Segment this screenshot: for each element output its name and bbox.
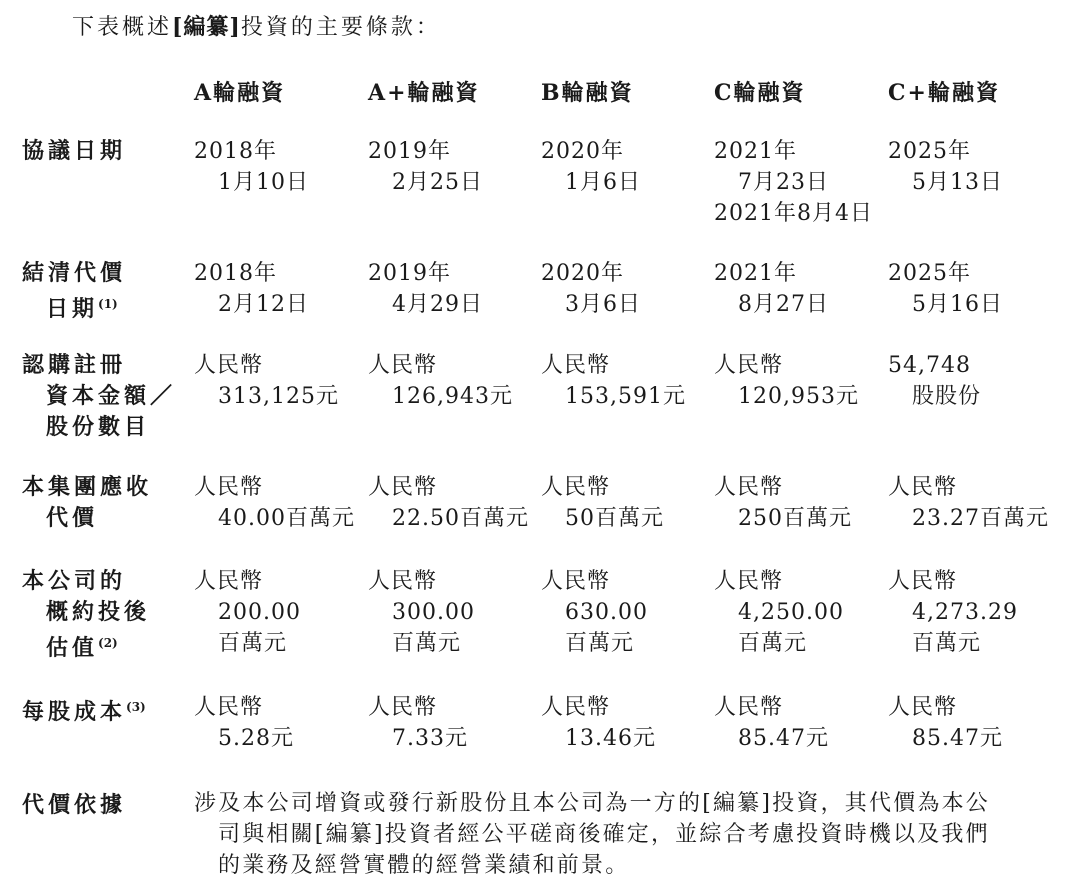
header-round-a: A輪融資 <box>194 80 286 106</box>
cell-cost-per-share-c <box>714 692 829 754</box>
cell-line: 2021年 <box>714 261 797 286</box>
row-label-text: 估值 <box>46 635 99 661</box>
cell-line: 2月25日 <box>392 170 483 195</box>
cell-line: 7.33元 <box>392 726 468 751</box>
row-label-consideration <box>22 472 152 534</box>
cell-agreement-date-b <box>541 136 641 198</box>
cell-line: 人民幣 <box>541 353 611 378</box>
cell-line: 300.00 <box>392 600 475 625</box>
cell-line: 人民幣 <box>368 695 438 720</box>
cell-line: 2025年 <box>888 139 971 164</box>
cell-line: 23.27百萬元 <box>912 506 1049 531</box>
footnote-marker: (3) <box>126 700 146 714</box>
cell-valuation-c-plus <box>888 566 1018 659</box>
cell-line: 人民幣 <box>194 695 264 720</box>
cell-line: 4,250.00 <box>738 600 844 625</box>
cell-line: 人民幣 <box>194 475 264 500</box>
cell-valuation-a <box>194 566 301 659</box>
cell-line: 22.50百萬元 <box>392 506 529 531</box>
cell-agreement-date-a-plus <box>368 136 483 198</box>
cell-line: 313,125元 <box>218 384 339 409</box>
cell-line: 人民幣 <box>714 569 784 594</box>
cell-line: 2月12日 <box>218 292 309 317</box>
row-label-line: 資本金額／ <box>46 383 177 409</box>
cell-line: 人民幣 <box>541 695 611 720</box>
cell-line: 50百萬元 <box>565 506 664 531</box>
cell-consideration-c-plus <box>888 472 1049 534</box>
header-round-c-plus: C+輪融資 <box>888 80 1000 106</box>
cell-line: 120,953元 <box>738 384 859 409</box>
footnote-marker: (1) <box>98 297 118 311</box>
row-label-line: 代價 <box>46 505 99 531</box>
cell-line: 5月13日 <box>912 170 1003 195</box>
cell-valuation-c <box>714 566 844 659</box>
cell-cost-per-share-c-plus <box>888 692 1003 754</box>
cell-settlement-date-a <box>194 258 309 320</box>
row-label-line <box>22 628 150 664</box>
basis-line: 的業務及經營實體的經營業績和前景。 <box>218 853 630 878</box>
header-round-a-plus: A+輪融資 <box>368 80 480 106</box>
cell-consideration-b <box>541 472 664 534</box>
cell-line: 13.46元 <box>565 726 656 751</box>
cell-line: 7月23日 <box>738 170 829 195</box>
cell-line: 百萬元 <box>218 631 288 656</box>
row-label-text: 日期 <box>46 296 99 322</box>
row-label-line: 結清代價 <box>22 260 127 286</box>
cell-settlement-date-a-plus <box>368 258 483 320</box>
cell-line: 人民幣 <box>888 569 958 594</box>
cell-line: 2021年8月4日 <box>714 201 873 226</box>
cell-line: 2020年 <box>541 261 624 286</box>
cell-agreement-date-c-plus <box>888 136 1003 198</box>
cell-line: 126,943元 <box>392 384 513 409</box>
cell-line: 85.47元 <box>738 726 829 751</box>
cell-valuation-b <box>541 566 648 659</box>
row-label-line: 概約投後 <box>46 599 151 625</box>
cell-line: 1月6日 <box>565 170 641 195</box>
cell-registered-capital-c-plus <box>888 350 981 412</box>
row-label-agreement-date <box>22 136 126 167</box>
row-label-basis: 代價依據 <box>22 792 127 818</box>
cell-line: 百萬元 <box>565 631 635 656</box>
intro-post: 投資的主要條款： <box>240 15 441 40</box>
cell-line: 8月27日 <box>738 292 829 317</box>
cell-line: 2019年 <box>368 139 451 164</box>
row-label-line: 本公司的 <box>22 568 127 594</box>
cell-line: 人民幣 <box>714 475 784 500</box>
row-label-line <box>22 289 126 325</box>
cell-consideration-a-plus <box>368 472 529 534</box>
intro-sentence <box>72 10 441 41</box>
row-label-line: 股份數目 <box>46 414 151 440</box>
cell-line: 3月6日 <box>565 292 641 317</box>
cell-line: 人民幣 <box>714 695 784 720</box>
cell-line: 54,748 <box>888 353 971 378</box>
cell-line: 4,273.29 <box>912 600 1018 625</box>
row-label-registered-capital <box>22 350 176 443</box>
cell-agreement-date-a <box>194 136 309 198</box>
intro-pre: 下表概述 <box>72 15 173 40</box>
cell-line: 人民幣 <box>888 695 958 720</box>
cell-line: 人民幣 <box>541 569 611 594</box>
cell-settlement-date-c <box>714 258 829 320</box>
cell-cost-per-share-a-plus <box>368 692 468 754</box>
cell-line: 人民幣 <box>368 569 438 594</box>
cell-line: 5月16日 <box>912 292 1003 317</box>
row-label-line: 本集團應收 <box>22 474 153 500</box>
cell-consideration-c <box>714 472 852 534</box>
cell-line: 5.28元 <box>218 726 294 751</box>
row-label-cost-per-share <box>22 692 146 728</box>
cell-line: 百萬元 <box>912 631 982 656</box>
row-label-settlement-date <box>22 258 126 325</box>
cell-registered-capital-c <box>714 350 859 412</box>
cell-line: 2020年 <box>541 139 624 164</box>
row-label-line <box>22 699 146 725</box>
intro-bold: [編纂] <box>172 14 241 40</box>
cell-line: 1月10日 <box>218 170 309 195</box>
cell-registered-capital-a <box>194 350 339 412</box>
cell-settlement-date-c-plus <box>888 258 1003 320</box>
cell-line: 4月29日 <box>392 292 483 317</box>
header-round-b: B輪融資 <box>541 80 634 106</box>
cell-line: 630.00 <box>565 600 648 625</box>
row-label-line: 協議日期 <box>22 138 127 164</box>
cell-line: 人民幣 <box>888 475 958 500</box>
row-label-text: 每股成本 <box>22 699 127 725</box>
basis-paragraph <box>194 788 1056 881</box>
cell-line: 人民幣 <box>194 569 264 594</box>
cell-valuation-a-plus <box>368 566 475 659</box>
cell-line: 人民幣 <box>368 353 438 378</box>
cell-agreement-date-c <box>714 136 873 229</box>
cell-cost-per-share-a <box>194 692 294 754</box>
header-round-c: C輪融資 <box>714 80 806 106</box>
footnote-marker: (2) <box>98 636 118 650</box>
cell-registered-capital-b <box>541 350 686 412</box>
cell-line: 人民幣 <box>368 475 438 500</box>
cell-line: 股股份 <box>912 384 982 409</box>
cell-line: 百萬元 <box>392 631 462 656</box>
row-label-line: 認購註冊 <box>22 352 127 378</box>
cell-line: 2019年 <box>368 261 451 286</box>
cell-line: 200.00 <box>218 600 301 625</box>
row-label-valuation <box>22 566 150 664</box>
cell-line: 人民幣 <box>194 353 264 378</box>
cell-consideration-a <box>194 472 355 534</box>
cell-line: 2018年 <box>194 139 277 164</box>
cell-cost-per-share-b <box>541 692 656 754</box>
basis-line: 涉及本公司增資或發行新股份且本公司為一方的[編纂]投資，其代價為本公 <box>194 791 990 816</box>
cell-line: 2025年 <box>888 261 971 286</box>
cell-line: 250百萬元 <box>738 506 852 531</box>
cell-line: 85.47元 <box>912 726 1003 751</box>
cell-line: 百萬元 <box>738 631 808 656</box>
cell-registered-capital-a-plus <box>368 350 513 412</box>
cell-line: 人民幣 <box>541 475 611 500</box>
cell-line: 40.00百萬元 <box>218 506 355 531</box>
cell-line: 153,591元 <box>565 384 686 409</box>
cell-settlement-date-b <box>541 258 641 320</box>
basis-line: 司與相關[編纂]投資者經公平磋商後確定，並綜合考慮投資時機以及我們 <box>218 822 990 847</box>
cell-line: 2018年 <box>194 261 277 286</box>
cell-line: 2021年 <box>714 139 797 164</box>
cell-line: 人民幣 <box>714 353 784 378</box>
